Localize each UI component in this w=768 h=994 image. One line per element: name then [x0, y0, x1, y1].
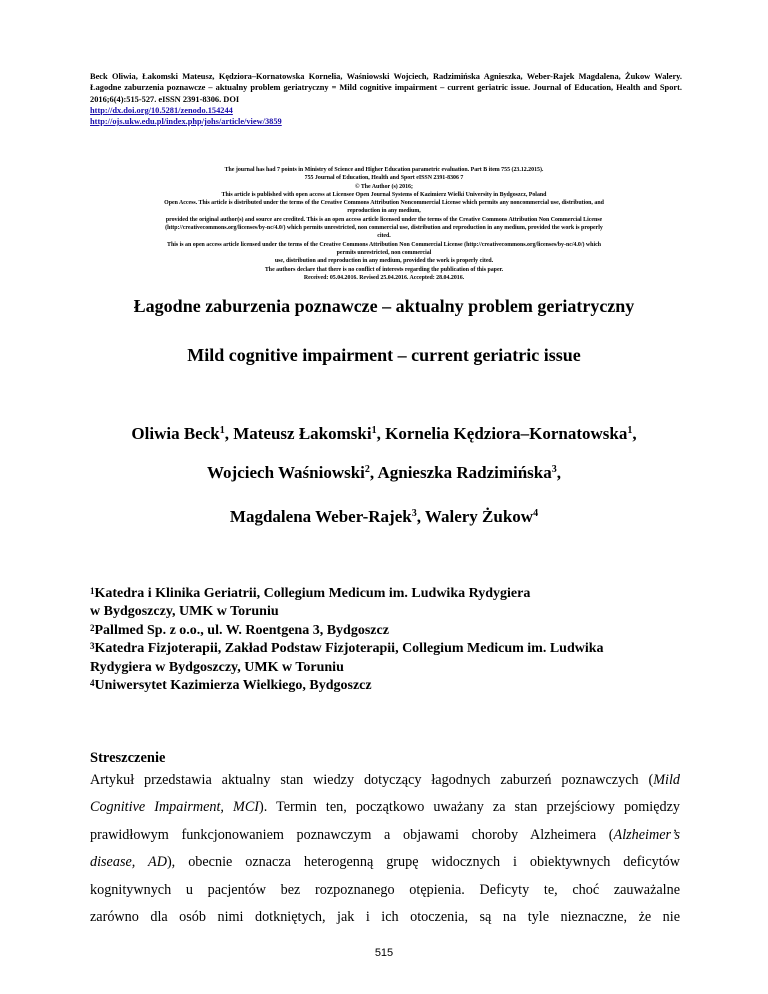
author-line: Wojciech Waśniowski$^2$, Agnieszka Radzimińska$^3$, [207, 463, 561, 482]
affiliation-text: Pallmed Sp. z o.o., ul. W. Roentgena 3, Bydgoszcz [94, 622, 389, 638]
abstract-term: Alzheimer’s [613, 826, 680, 843]
citation-block [90, 71, 682, 127]
abstract-term: disease, AD [90, 854, 167, 871]
abstract-text: ). Termin ten, początkowo uważany za stan przejściowy pomiędzy [259, 799, 680, 816]
affiliation-item [90, 585, 690, 603]
author-affiliation-mark: 3 [551, 464, 557, 475]
affiliation-item [90, 677, 690, 695]
author-affiliation-mark: 4 [533, 508, 539, 519]
author-line: Oliwia Beck$^1$, Mateusz Łakomski$^1$, Kornelia Kędziora–Kornatowska$^1$, [131, 424, 637, 443]
affiliations [90, 585, 690, 695]
abstract-line [90, 877, 680, 904]
abstract-line [90, 822, 680, 849]
title-english: Mild cognitive impairment – current geriatric issue [187, 345, 581, 365]
affiliation-text: Rydygiera w Bydgoszczy, UMK w Toruniu [90, 659, 344, 675]
affiliation-item [90, 640, 690, 658]
citation-text: Beck Oliwia, Łakomski Mateusz, Kędziora–Kornatowska Kornelia, Waśniowski Wojciech, Radzimińska Agnieszka, Weber-Rajek Magdalena, Żukow Walery. Łagodne zaburzenia poznawcze – aktualny problem geriatryczny = Mild cognitive impairment – current geriatric issue. Journal of Education, Health and Sport. 2016;6(4):515-527. eISSN 2391-8306. DOI [90, 72, 682, 104]
affiliation-item [90, 622, 690, 640]
affiliation-number: 2 [90, 622, 95, 633]
author-name: Wojciech Waśniowski [207, 463, 365, 482]
page-number: 515 [374, 947, 394, 959]
abstract-line [90, 904, 680, 931]
journal-link[interactable]: http://ojs.ukw.edu.pl/index.php/johs/article/view/3859 [90, 117, 282, 127]
notice-line: © The Author (s) 2016; [355, 183, 413, 190]
notice-line: cited. [377, 233, 391, 240]
author-affiliation-mark: 1 [219, 425, 225, 436]
notice-line: This article is published with open access at Licensee Open Journal Systems of Kazimierz Wielki University in Bydgoszcz, Poland [221, 191, 547, 198]
affiliation-number: 1 [90, 586, 95, 596]
abstract-text: ), obecnie oznacza heterogenną grupę widocznych i obiektywnych deficytów [166, 854, 681, 871]
author-name: Oliwia Beck [131, 424, 220, 443]
author-affiliation-mark: 1 [627, 425, 633, 436]
notice-line: permits unrestricted, non commercial [336, 249, 432, 256]
affiliation-text: w Bydgoszczy, UMK w Toruniu [90, 604, 279, 620]
abstract-text: zarówno dla osób nimi dotkniętych, jak i ich otoczenia, są na tyle nieznaczne, że nie [90, 909, 680, 926]
affiliation-number: 4 [90, 678, 95, 689]
notice-line: The journal has had 7 points in Ministry of Science and Higher Education parametric evaluation. Part B item 755 (23.12.2015). [224, 167, 544, 173]
author-affiliation-mark: 3 [411, 508, 417, 519]
abstract-line [90, 794, 680, 821]
abstract-text: prawidłowym funkcjonowaniem poznawczym a objawami choroby Alzheimera ( [90, 826, 614, 843]
author-line: Magdalena Weber-Rajek$^3$, Walery Żukow$^4$ [229, 507, 539, 526]
affiliation-text: Uniwersytet Kazimierza Wielkiego, Bydgoszcz [94, 678, 372, 694]
affiliation-item [90, 603, 690, 621]
author-name: Magdalena Weber-Rajek [229, 507, 412, 526]
notice-line: provided the original author(s) and source are credited. This is an open access article licensed under the terms of the Creative Commons Attribution Non Commercial License [165, 216, 603, 223]
author-name: Agnieszka Radzimińska [377, 463, 552, 482]
doi-link[interactable]: http://dx.doi.org/10.5281/zenodo.154244 [90, 105, 233, 115]
notice-line: 755 Journal of Education, Health and Sport eISSN 2391-8306 7 [304, 175, 464, 182]
abstract-term: Mild [653, 772, 680, 788]
abstract-body [90, 767, 680, 931]
abstract-text: kognitywnych u pacjentów bez rozpoznanego otępienia. Deficyty te, choć zauważalne [90, 881, 680, 898]
affiliation-number: 3 [90, 641, 95, 652]
author-affiliation-mark: 2 [364, 464, 370, 475]
notice-line: Open Access. This article is distributed under the terms of the Creative Commons Attribution Noncommercial License which permits any noncommercial use, distribution, and [164, 200, 604, 207]
abstract-term: Cognitive Impairment, MCI [90, 799, 260, 816]
notice-line: Received: 05.04.2016. Revised 25.04.2016. Accepted: 28.04.2016. [303, 274, 465, 281]
title-polish: Łagodne zaburzenia poznawcze – aktualny problem geriatryczny [133, 296, 635, 316]
notice-line: use, distribution and reproduction in any medium, provided the work is properly cited. [274, 258, 494, 265]
affiliation-item [90, 659, 690, 677]
author-affiliation-mark: 1 [371, 425, 377, 436]
author-name: Mateusz Łakomski [233, 424, 372, 443]
abstract-line [90, 767, 680, 794]
abstract-heading: Streszczenie [90, 750, 166, 766]
license-notice [70, 166, 698, 282]
affiliation-text: Katedra Fizjoterapii, Zakład Podstaw Fizjoterapii, Collegium Medicum im. Ludwika [94, 641, 604, 657]
notice-line: reproduction in any medium, [347, 208, 421, 215]
abstract-text: Artykuł przedstawia aktualny stan wiedzy dotyczący łagodnych zaburzeń poznawczych ( [90, 772, 654, 788]
affiliation-text: Katedra i Klinika Geriatrii, Collegium Medicum im. Ludwika Rydygiera [94, 586, 531, 601]
author-name: Kornelia Kędziora–Kornatowska [385, 424, 628, 443]
notice-line: This is an open access article licensed under the terms of the Creative Commons Attribution Non Commercial License (http://creativecommons.org/licenses/by-nc/4.0/) which [167, 241, 601, 248]
notice-line: (http://creativecommons.org/licenses/by-nc/4.0/) which permits unrestricted, non commercial use, distribution and reproduction in any medium, provided the work is properly [165, 225, 603, 232]
author-name: Walery Żukow [424, 507, 534, 526]
abstract-line [90, 849, 680, 876]
notice-line: The authors declare that there is no conflict of interests regarding the publication of this paper. [264, 266, 504, 273]
